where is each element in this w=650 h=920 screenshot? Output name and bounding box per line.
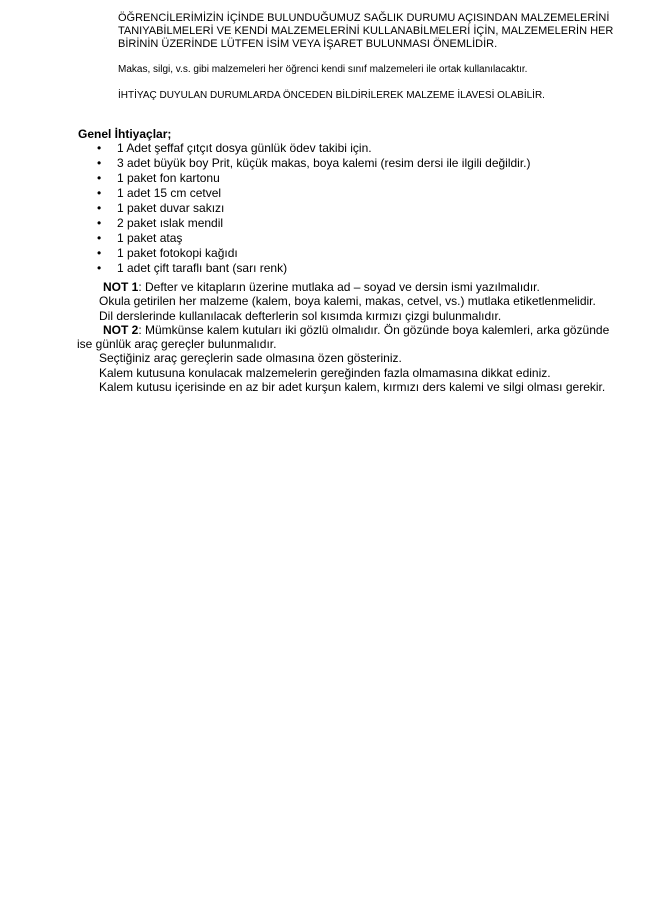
note-1 — [77, 280, 617, 294]
note-2-text: : Mümkünse kalem kutuları iki gözlü olmalıdır. Ön gözünde boya kalemleri, arka gözünde — [138, 322, 610, 337]
note-1-text: : Defter ve kitapların üzerine mutlaka ad – soyad ve dersin ismi yazılmalıdır. — [138, 280, 540, 294]
note-2-label: NOT 2 — [103, 322, 139, 337]
notes-section — [77, 280, 617, 394]
additional-materials-note: İHTİYAÇ DUYULAN DURUMLARDA ÖNCEDEN BİLDİRİLEREK MALZEME İLAVESİ OLABİLİR. — [118, 90, 545, 101]
shared-materials-note: Makas, silgi, v.s. gibi malzemeleri her öğrenci kendi sınıf malzemeleri ile ortak kullanılacaktır. — [118, 64, 528, 75]
list-item: • 1 paket ataş — [97, 231, 531, 246]
list-item: • 1 paket duvar sakızı — [97, 201, 531, 216]
list-item: • 1 paket fotokopi kağıdı — [97, 246, 531, 261]
list-item: • 1 adet çift taraflı bant (sarı renk) — [97, 261, 531, 276]
language-notebook-note: Dil derslerinde kullanılacak defterlerin sol kısımda kırmızı çizgi bulunmalıdır. — [99, 308, 502, 323]
simple-tools-note: Seçtiğiniz araç gereçlerin sade olmasına özen gösteriniz. — [99, 351, 402, 366]
labeling-note: Okula getirilen her malzeme (kalem, boya kalemi, makas, cetvel, vs.) mutlaka etiketlenmelidir. — [99, 294, 596, 309]
labeling-warning: ÖĞRENCİLERİMİZİN İÇİNDE BULUNDUĞUMUZ SAĞLIK DURUMU AÇISINDAN MALZEMELERİNİ TANIYABİLMELERİ VE KENDİ MALZEMELERİNİ KULLANABİLMELERİ İÇİN, MALZEMELERİN HER BİRİNİN ÜZERİNDE LÜTFEN İSİM VEYA İŞARET BULUNMASI ÖNEMLİDİR. — [118, 12, 614, 50]
list-item: • 1 adet 15 cm cetvel — [97, 186, 531, 201]
list-item: • 1 paket fon kartonu — [97, 171, 531, 186]
general-needs-title: Genel İhtiyaçlar; — [78, 127, 172, 141]
general-needs-list — [97, 141, 531, 276]
list-item: • 1 Adet şeffaf çıtçıt dosya günlük ödev takibi için. — [97, 141, 531, 156]
pencil-case-contents-note: Kalem kutusu içerisinde en az bir adet kurşun kalem, kırmızı ders kalemi ve silgi olması gerekir. — [99, 380, 606, 395]
note-2 — [77, 323, 617, 337]
pencil-case-limit-note: Kalem kutusuna konulacak malzemelerin gereğinden fazla olmamasına dikkat ediniz. — [99, 365, 551, 380]
list-item: • 2 paket ıslak mendil — [97, 216, 531, 231]
list-item: • 3 adet büyük boy Prit, küçük makas, boya kalemi (resim dersi ile ilgili değildir.) — [97, 156, 531, 171]
note-1-label: NOT 1 — [103, 280, 139, 294]
intro-section — [118, 12, 623, 102]
note-2-continuation: ise günlük araç gereçler bulunmalıdır. — [77, 337, 277, 352]
